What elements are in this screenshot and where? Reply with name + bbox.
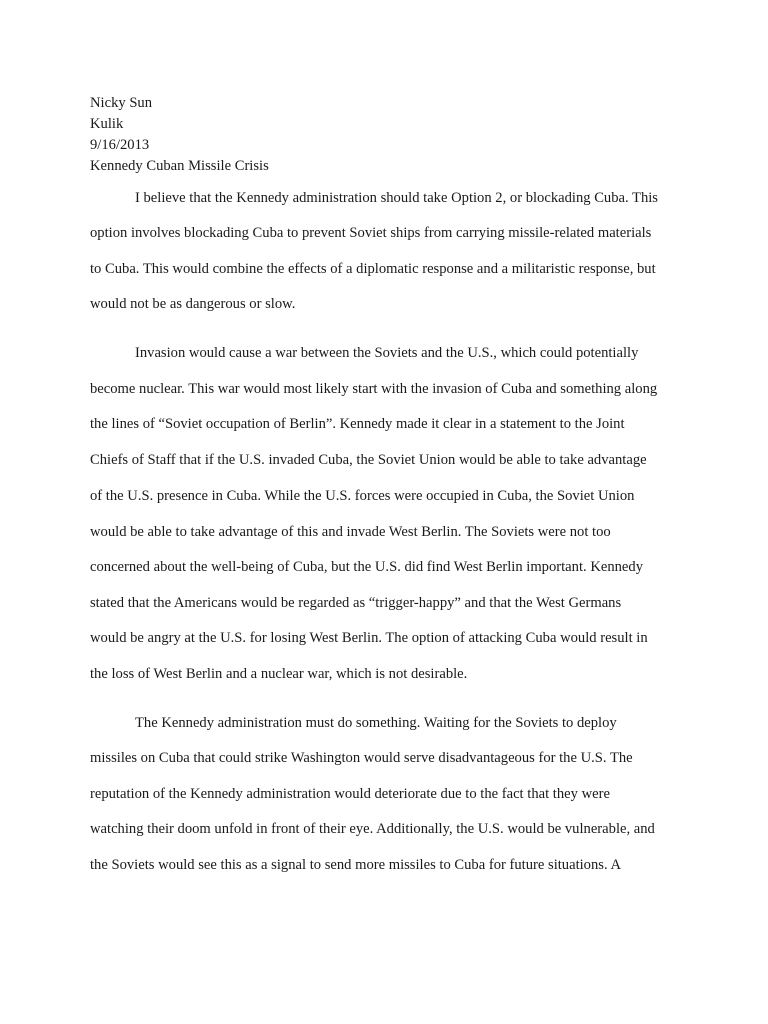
- paragraph-2-line: would be able to take advantage of this and invade West Berlin. The Soviets were not too: [90, 524, 611, 540]
- document-title: Kennedy Cuban Missile Crisis: [90, 158, 269, 174]
- paragraph-1-line: option involves blockading Cuba to prevent Soviet ships from carrying missile-related materials: [90, 225, 652, 241]
- paragraph-3-line: the Soviets would see this as a signal to send more missiles to Cuba for future situations. A: [90, 857, 621, 873]
- paragraph-2-line: the loss of West Berlin and a nuclear war, which is not desirable.: [90, 666, 468, 682]
- paragraph-2-line: the lines of “Soviet occupation of Berlin”. Kennedy made it clear in a statement to the Joint: [90, 416, 625, 432]
- paragraph-3-line: The Kennedy administration must do something. Waiting for the Soviets to deploy: [135, 715, 617, 731]
- paragraph-2-line: would be angry at the U.S. for losing West Berlin. The option of attacking Cuba would result in: [90, 630, 648, 646]
- document-date: 9/16/2013: [90, 137, 150, 153]
- paragraph-2-line: Chiefs of Staff that if the U.S. invaded Cuba, the Soviet Union would be able to take advantage: [90, 452, 647, 468]
- paragraph-2-line: concerned about the well-being of Cuba, but the U.S. did find West Berlin important. Kennedy: [90, 559, 643, 575]
- paragraph-1-line: I believe that the Kennedy administration should take Option 2, or blockading Cuba. This: [135, 190, 658, 206]
- paragraph-2-line: of the U.S. presence in Cuba. While the U.S. forces were occupied in Cuba, the Soviet Union: [90, 488, 635, 504]
- teacher-name: Kulik: [90, 116, 124, 132]
- paragraph-1-line: would not be as dangerous or slow.: [90, 296, 296, 312]
- paragraph-3-line: reputation of the Kennedy administration would deteriorate due to the fact that they were: [90, 786, 610, 802]
- paragraph-1-line: to Cuba. This would combine the effects of a diplomatic response and a militaristic response, but: [90, 261, 656, 277]
- paragraph-3-line: missiles on Cuba that could strike Washington would serve disadvantageous for the U.S. The: [90, 750, 633, 766]
- author-name: Nicky Sun: [90, 95, 153, 111]
- paragraph-2-line: stated that the Americans would be regarded as “trigger-happy” and that the West Germans: [90, 595, 622, 611]
- paragraph-2-line: become nuclear. This war would most likely start with the invasion of Cuba and something along: [90, 381, 658, 397]
- paragraph-3-line: watching their doom unfold in front of their eye. Additionally, the U.S. would be vulnerable, and: [90, 821, 655, 837]
- paragraph-2-line: Invasion would cause a war between the Soviets and the U.S., which could potentially: [135, 345, 639, 361]
